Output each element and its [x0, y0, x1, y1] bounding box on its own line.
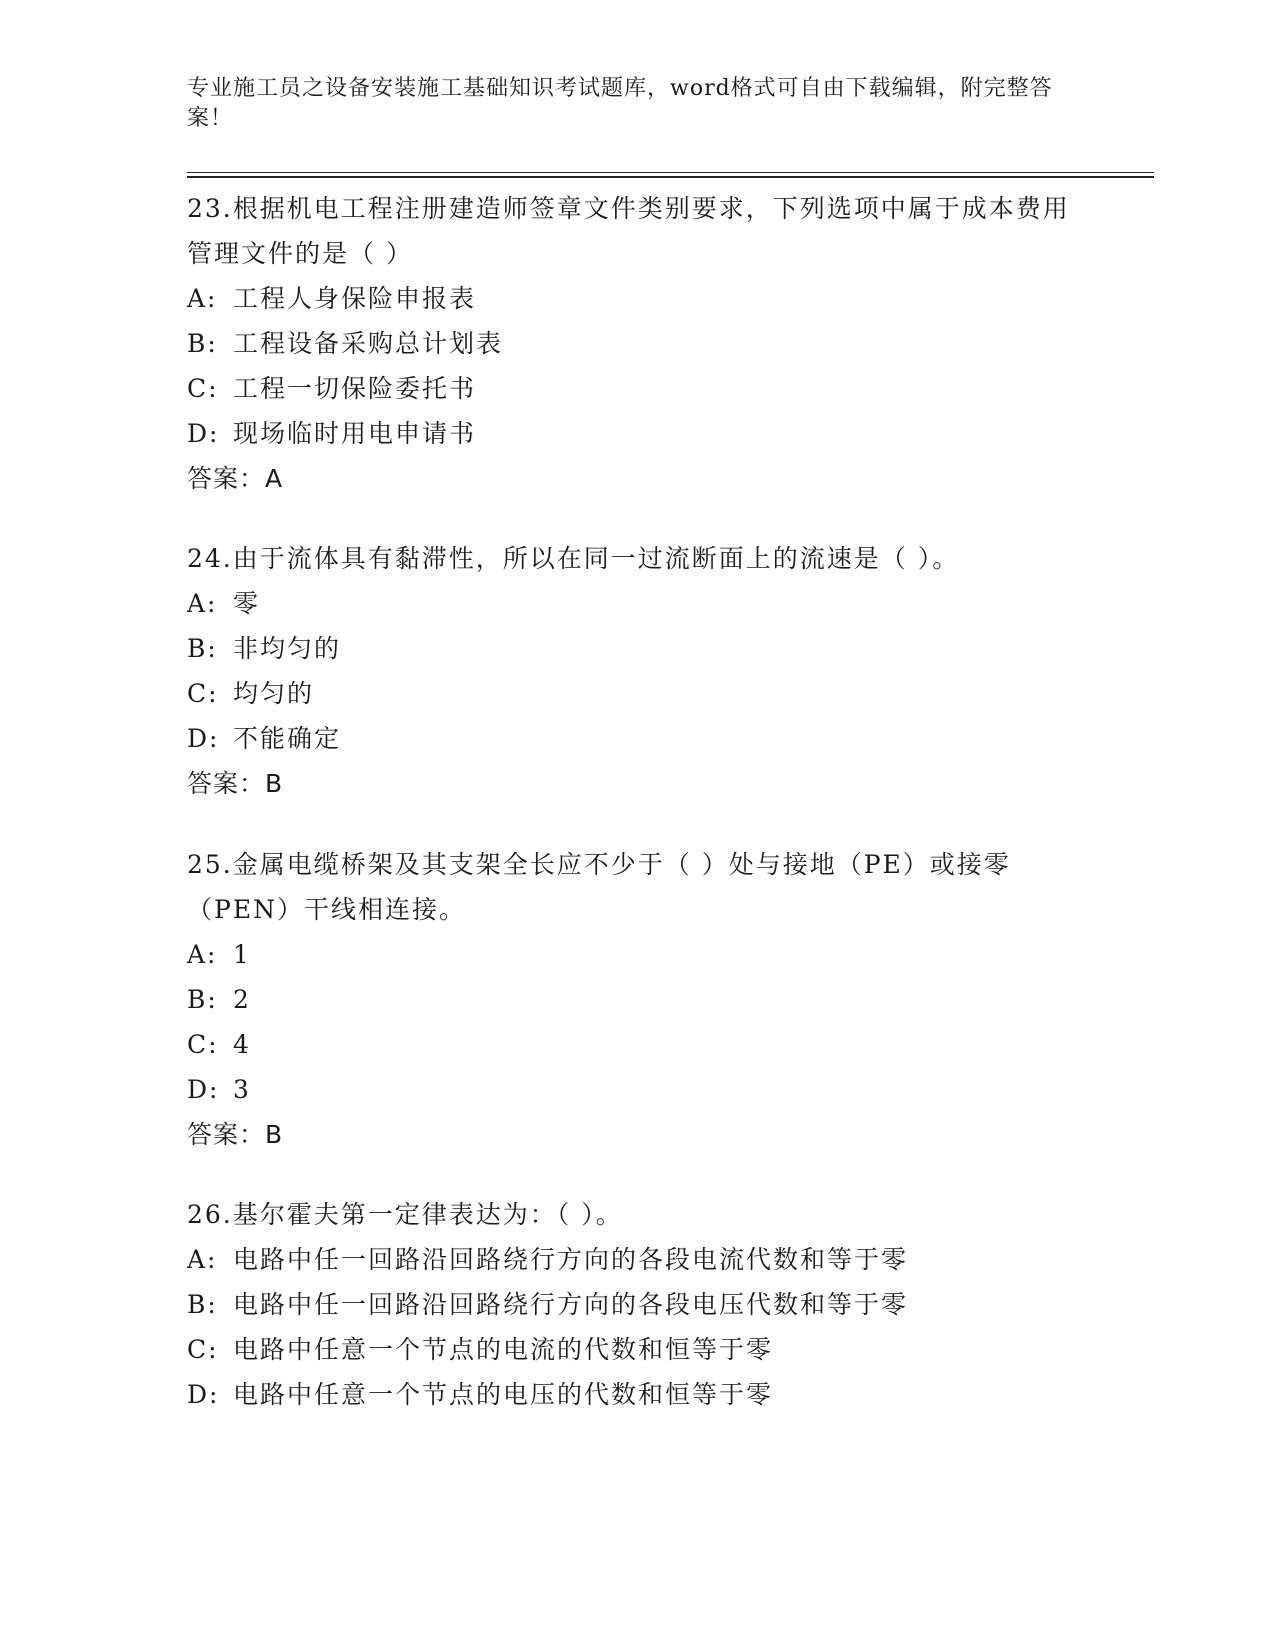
option-letter: C:	[187, 374, 219, 403]
option-d	[187, 1067, 1087, 1112]
option-letter: C:	[187, 1030, 219, 1059]
option-b	[187, 1282, 1087, 1327]
answer-line: 答案：B	[187, 769, 284, 798]
option-letter: D:	[187, 419, 220, 448]
question-24	[187, 536, 1087, 806]
option-text: 工程设备采购总计划表	[233, 329, 504, 358]
header-divider-thick	[187, 176, 1154, 178]
document-header: 专业施工员之设备安装施工基础知识考试题库，word格式可自由下载编辑，附完整答案！	[187, 76, 1053, 131]
answer-line: 答案：B	[187, 1120, 284, 1149]
question-26	[187, 1192, 1087, 1417]
option-text: 零	[233, 589, 261, 618]
option-letter: A:	[187, 940, 218, 969]
question-stem: 24.由于流体具有黏滞性，所以在同一过流断面上的流速是（ ）。	[187, 544, 960, 573]
option-letter: D:	[187, 1075, 220, 1104]
option-b	[187, 321, 1087, 366]
option-c	[187, 366, 1087, 411]
option-letter: D:	[187, 1380, 220, 1409]
option-a	[187, 932, 1087, 977]
option-text: 电路中任意一个节点的电压的代数和恒等于零	[233, 1380, 774, 1409]
option-text: 均匀的	[233, 679, 315, 708]
option-a	[187, 276, 1087, 321]
option-text: 不能确定	[233, 724, 342, 753]
option-letter: B:	[187, 1290, 218, 1319]
option-letter: B:	[187, 329, 218, 358]
question-stem: 25.金属电缆桥架及其支架全长应不少于（ ）处与接地（PE）或接零（PEN）干线相连接。	[187, 850, 1011, 924]
option-text: 3	[233, 1075, 251, 1104]
option-d	[187, 1372, 1087, 1417]
option-c	[187, 671, 1087, 716]
option-letter: A:	[187, 589, 218, 618]
option-letter: B:	[187, 634, 218, 663]
option-text: 2	[233, 985, 251, 1014]
option-letter: C:	[187, 679, 219, 708]
option-letter: A:	[187, 1245, 218, 1274]
option-letter: D:	[187, 724, 220, 753]
option-text: 工程一切保险委托书	[233, 374, 477, 403]
question-stem: 26.基尔霍夫第一定律表达为：（ ）。	[187, 1200, 623, 1229]
answer-line: 答案：A	[187, 464, 284, 493]
option-text: 现场临时用电申请书	[233, 419, 477, 448]
option-c	[187, 1327, 1087, 1372]
option-text: 工程人身保险申报表	[233, 284, 477, 313]
option-a	[187, 1237, 1087, 1282]
option-text: 4	[233, 1030, 251, 1059]
option-d	[187, 411, 1087, 456]
option-letter: C:	[187, 1335, 219, 1364]
option-text: 电路中任一回路沿回路绕行方向的各段电压代数和等于零	[233, 1290, 909, 1319]
option-b	[187, 626, 1087, 671]
option-text: 电路中任意一个节点的电流的代数和恒等于零	[233, 1335, 774, 1364]
option-a	[187, 581, 1087, 626]
option-b	[187, 977, 1087, 1022]
question-stem: 23.根据机电工程注册建造师签章文件类别要求，下列选项中属于成本费用管理文件的是（ ）	[187, 194, 1070, 268]
option-letter: B:	[187, 985, 218, 1014]
option-d	[187, 716, 1087, 761]
option-text: 非均匀的	[233, 634, 342, 663]
question-23	[187, 186, 1087, 501]
question-25	[187, 842, 1087, 1157]
header-divider-thin	[187, 172, 1154, 173]
option-text: 1	[233, 940, 251, 969]
option-letter: A:	[187, 284, 218, 313]
option-c	[187, 1022, 1087, 1067]
option-text: 电路中任一回路沿回路绕行方向的各段电流代数和等于零	[233, 1245, 909, 1274]
